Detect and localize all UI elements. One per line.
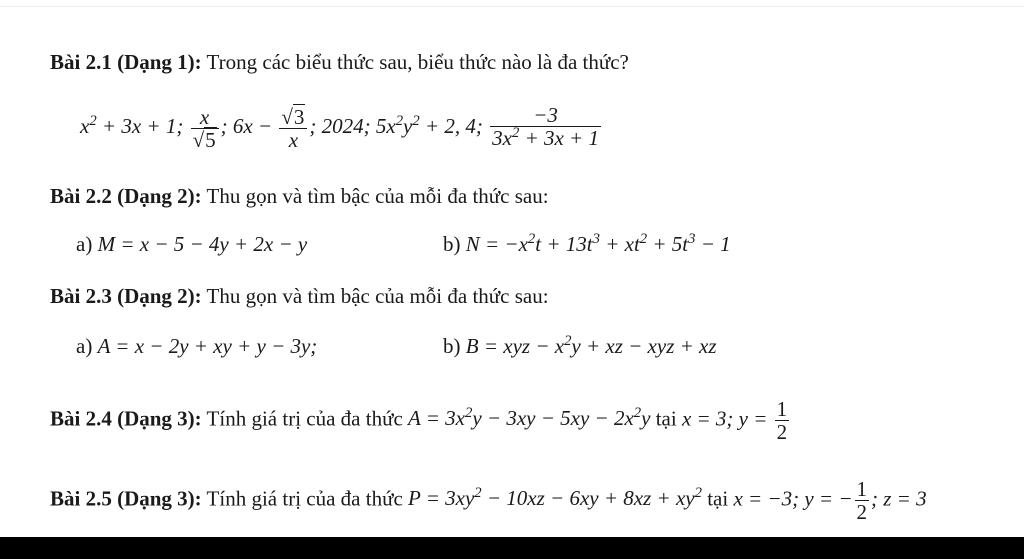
exercise-2-2-part-b: b) $N = -x^2t + 13t^3 + xt^2 + 5t^3 - 1$ [443, 230, 731, 256]
exercise-title: Bài 2.2 (Dạng 2): [50, 184, 202, 208]
exercise-2-1-expressions: $x^2 + 3x + 1$; $\frac{x}{√5}$ ; 6x − $\frac{√3}{x}$ ; 2024; $5x^2y^2 + 2$, 4; $\frac{-3}{3x^2 + 3x + 1}$ [80, 103, 599, 152]
exercise-title: Bài 2.1 (Dạng 1): [50, 50, 202, 74]
fraction-one-half: $\frac{1}{2}$ [776, 397, 788, 444]
exercise-title: Bài 2.5 (Dạng 3): [50, 486, 202, 511]
exercise-text: Thu gọn và tìm bậc của mỗi đa thức sau: [201, 184, 549, 208]
exercise-2-2-heading [50, 184, 549, 208]
fraction-x-over-sqrt5: $\frac{x}{√5}$ [191, 106, 219, 151]
fraction-neg3-over-quadratic: $\frac{-3}{3x^2 + 3x + 1}$ [492, 103, 599, 150]
bottom-black-bar [0, 537, 1024, 559]
exercise-text: Thu gọn và tìm bậc của mỗi đa thức sau: [201, 284, 549, 308]
exercise-title: Bài 2.4 (Dạng 3): [50, 406, 202, 431]
fraction-one-half: $\frac{1}{2}$ [856, 477, 868, 524]
exercise-2-3-part-a: a) A = x − 2y + xy + y − 3y; [76, 334, 318, 358]
exercise-2-3-part-b: b) B = xyz − $x^2y$ + xz − xyz + xz [443, 332, 717, 358]
exercise-2-4: Bài 2.4 (Dạng 3): Tính giá trị của đa thức $A = 3x^2y - 3xy - 5xy - 2x^2y$ tại x = 3; y = $\frac{1}{2}$ [50, 397, 788, 444]
exercise-2-5: Bài 2.5 (Dạng 3): Tính giá trị của đa thức $P = 3xy^2 - 10xz - 6xy + 8xz + xy^2$ tại x = −3; y = − $\frac{1}{2}$ ; z = 3 [50, 477, 927, 524]
fraction-sqrt3-over-x: $\frac{√3}{x}$ [279, 106, 307, 151]
exercise-2-3-heading [50, 284, 549, 308]
exercise-text: Trong các biểu thức sau, biểu thức nào là đa thức? [201, 50, 629, 74]
exercise-2-2-part-a: a) M = x − 5 − 4y + 2x − y [76, 232, 308, 256]
exercise-title: Bài 2.3 (Dạng 2): [50, 284, 202, 308]
exercise-2-1-heading [50, 50, 629, 74]
top-divider [0, 6, 1024, 7]
